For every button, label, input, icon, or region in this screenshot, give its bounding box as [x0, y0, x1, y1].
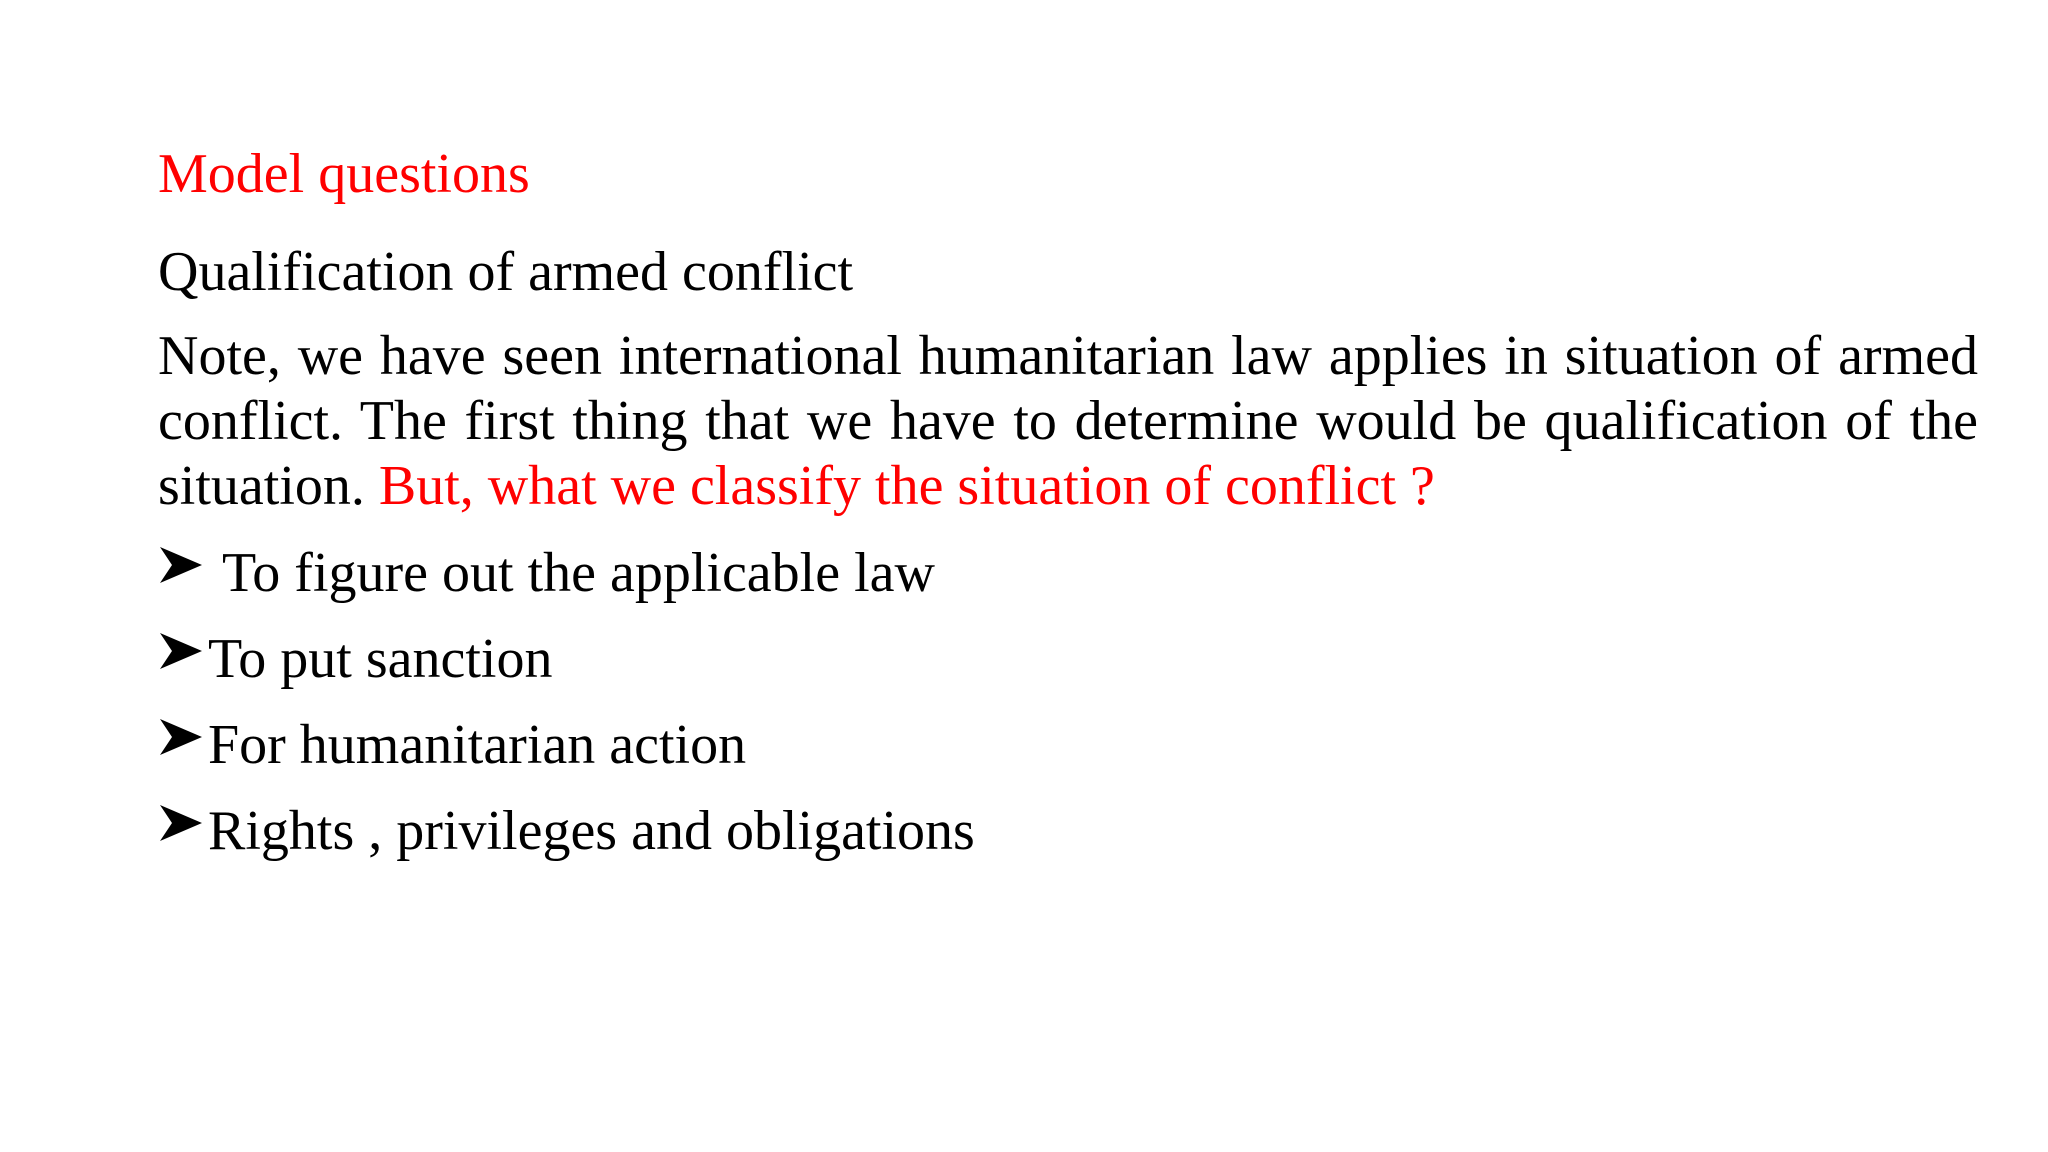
arrow-bullet-icon [158, 545, 206, 585]
bullet-label: To put sanction [208, 628, 553, 690]
list-item [158, 797, 1978, 865]
arrow-bullet-icon [158, 631, 206, 671]
paragraph-text: Note, we have seen international humanitarian law applies in situation of armed conflict. The first thing that we have to determine would be qualification of the situation. [158, 325, 1978, 517]
slide-content [158, 140, 1978, 883]
paragraph-highlight: But, what we classify the situation of conflict ? [378, 455, 1435, 517]
list-item [158, 711, 1978, 779]
bullet-label: For humanitarian action [208, 714, 747, 776]
list-item [158, 539, 1978, 607]
bullet-label: Rights , privileges and obligations [208, 800, 975, 862]
arrow-bullet-icon [158, 717, 206, 757]
arrow-bullet-icon [158, 803, 206, 843]
bullet-list [158, 539, 1978, 865]
body-paragraph [158, 324, 1978, 519]
slide-title: Model questions [158, 143, 530, 205]
list-item [158, 625, 1978, 693]
bullet-label: To figure out the applicable law [222, 542, 935, 604]
slide-subtitle: Qualification of armed conflict [158, 241, 854, 303]
